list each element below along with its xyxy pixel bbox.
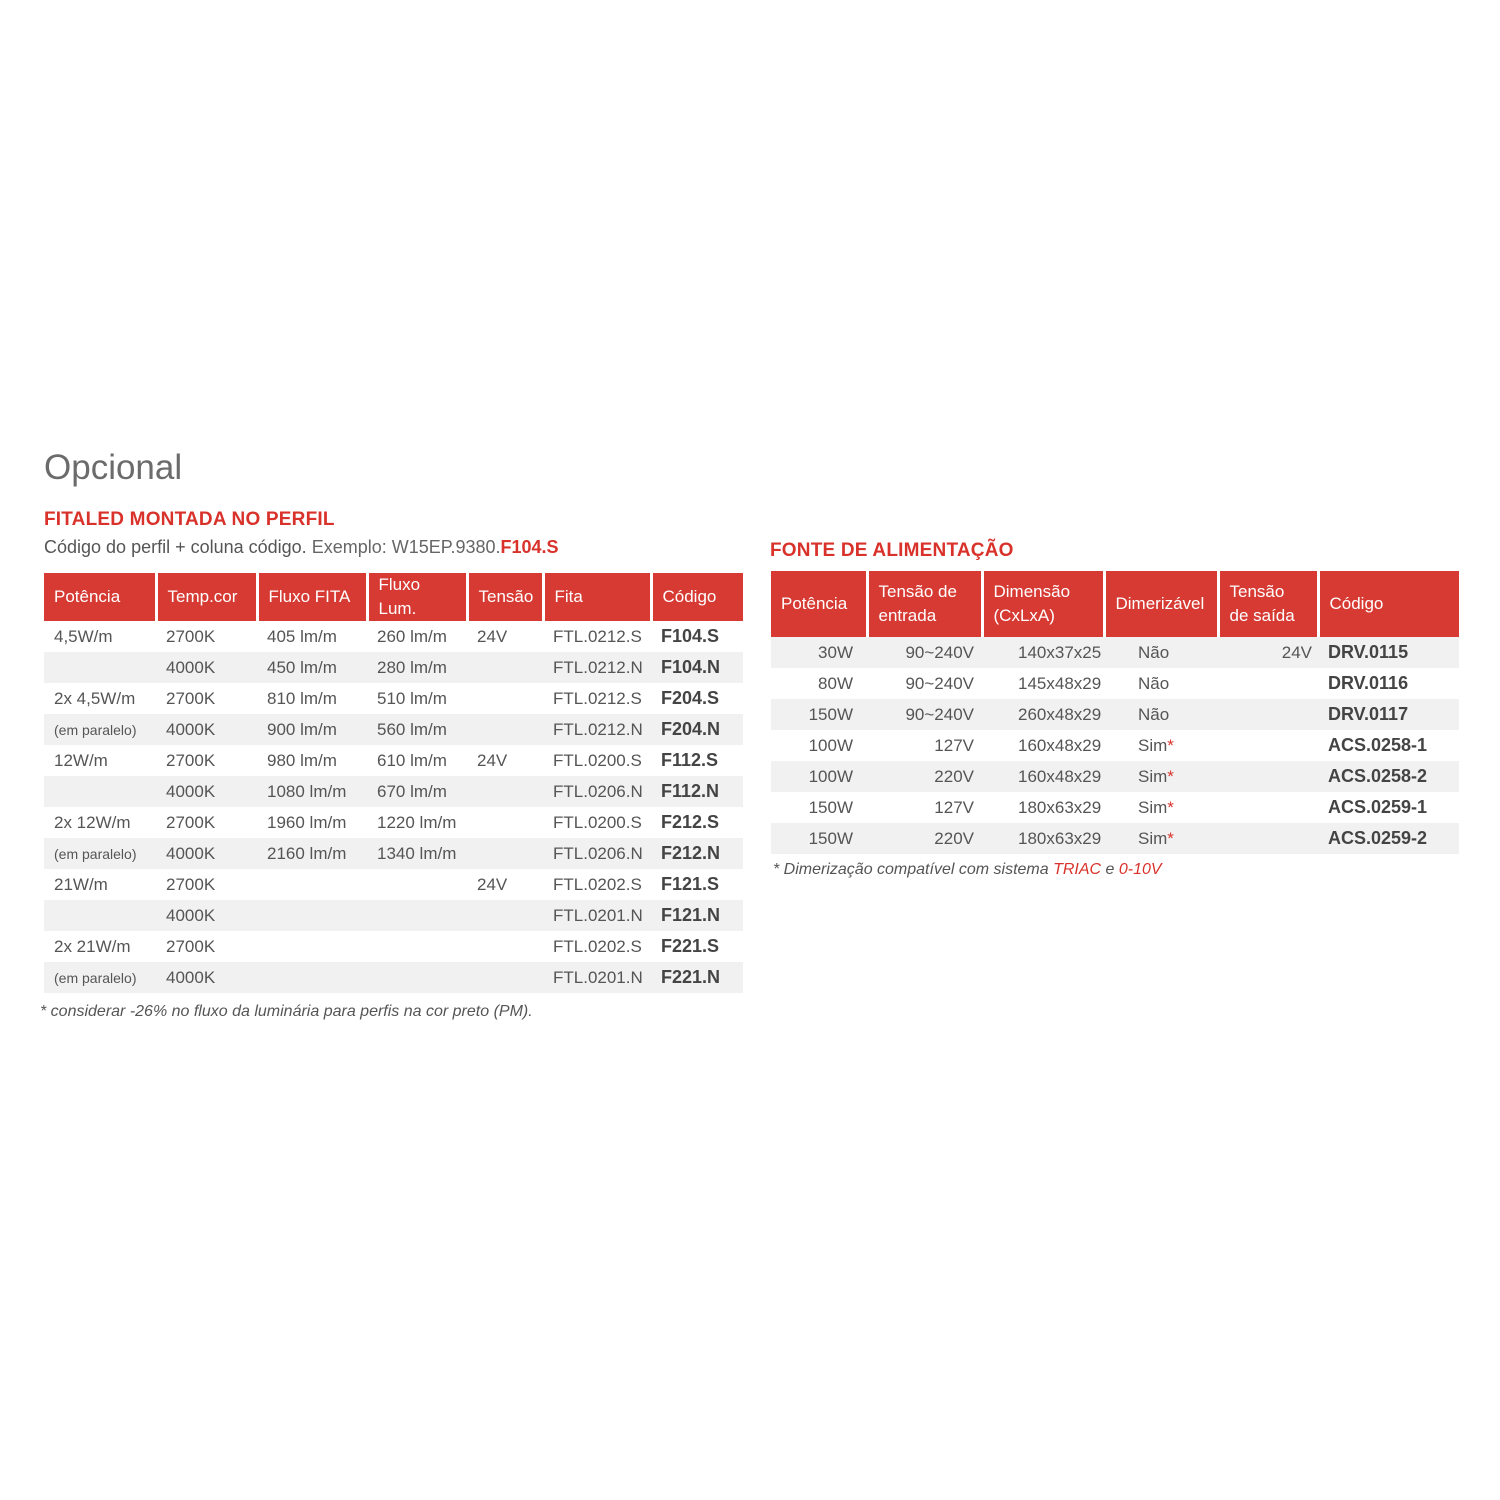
asterisk-mark: * bbox=[1167, 797, 1174, 817]
table-cell: ACS.0258-2 bbox=[1318, 761, 1459, 792]
table-cell: (em paralelo) bbox=[44, 962, 156, 993]
table-cell: 100W bbox=[808, 735, 853, 755]
table-cell bbox=[257, 962, 367, 993]
table-row bbox=[44, 683, 743, 714]
header-line: (CxLxA) bbox=[993, 606, 1055, 625]
header-line: Dimensão bbox=[993, 582, 1071, 601]
table-cell: 2160 lm/m bbox=[257, 838, 367, 869]
dimmable-value: Sim bbox=[1138, 735, 1168, 755]
fitaled-note: * considerar -26% no fluxo da luminária para perfis na cor preto (PM). bbox=[40, 1003, 533, 1020]
table-cell: Não bbox=[1138, 673, 1170, 693]
table-cell bbox=[367, 900, 467, 931]
table-cell: 4000K bbox=[156, 714, 257, 745]
table-cell: FTL.0212.N bbox=[543, 652, 651, 683]
table-cell bbox=[467, 714, 543, 745]
fitaled-section-title: FITALED MONTADA NO PERFIL bbox=[44, 509, 335, 530]
table-cell: 1960 lm/m bbox=[267, 812, 347, 832]
table-cell: FTL.0201.N bbox=[543, 962, 651, 993]
table-cell bbox=[367, 869, 467, 900]
table-cell bbox=[257, 931, 367, 962]
table-cell: 450 lm/m bbox=[257, 652, 367, 683]
table-cell: 24V bbox=[1218, 637, 1318, 668]
table-cell: ACS.0259-1 bbox=[1328, 797, 1428, 817]
table-cell: 127V bbox=[934, 797, 974, 817]
table-cell: FTL.0200.S bbox=[553, 750, 642, 770]
table-cell: 980 lm/m bbox=[267, 750, 337, 770]
table-cell bbox=[367, 962, 467, 993]
table-cell: 150W bbox=[771, 823, 867, 854]
table-cell: 4000K bbox=[156, 776, 257, 807]
table-row bbox=[771, 792, 1459, 823]
table-cell bbox=[1218, 792, 1318, 823]
table-row bbox=[44, 838, 743, 869]
table-row bbox=[771, 637, 1459, 668]
table-cell: 2700K bbox=[166, 688, 216, 708]
table-cell: 2x 21W/m bbox=[54, 936, 131, 956]
table-cell bbox=[467, 931, 543, 962]
table-cell: FTL.0206.N bbox=[543, 776, 651, 807]
table-cell: F104.S bbox=[661, 626, 720, 646]
table-cell: 4000K bbox=[156, 838, 257, 869]
table-cell: 145x48x29 bbox=[1018, 673, 1102, 693]
table-cell bbox=[467, 900, 543, 931]
table-cell: 2700K bbox=[166, 812, 216, 832]
fonte-note-prefix: * Dimerização compatível com sistema bbox=[773, 861, 1054, 878]
dimmable-value: Sim bbox=[1138, 828, 1168, 848]
table-cell: 4,5W/m bbox=[54, 626, 113, 646]
table-cell: (em paralelo) bbox=[44, 714, 156, 745]
table-cell: F212.S bbox=[661, 812, 720, 832]
table-cell: 260 lm/m bbox=[377, 626, 447, 646]
table-cell bbox=[257, 900, 367, 931]
fonte-note-triac: TRIAC bbox=[1053, 861, 1102, 878]
table-cell: F221.S bbox=[661, 936, 720, 956]
table-row bbox=[44, 900, 743, 931]
table-cell: F121.N bbox=[651, 900, 743, 931]
fitaled-col-header: Potência bbox=[44, 573, 156, 621]
dimmable-cell bbox=[1104, 792, 1218, 823]
table-cell: 90~240V bbox=[867, 637, 982, 668]
table-cell: 150W bbox=[771, 699, 867, 730]
table-row bbox=[771, 730, 1459, 761]
fitaled-col-header: Temp.cor bbox=[156, 573, 257, 621]
table-cell: 24V bbox=[477, 626, 508, 646]
fitaled-col-header: Fluxo FITA bbox=[257, 573, 367, 621]
table-cell: 510 lm/m bbox=[377, 688, 447, 708]
fonte-col-header bbox=[771, 571, 867, 637]
table-cell: 100W bbox=[771, 761, 867, 792]
table-cell: 2700K bbox=[166, 750, 216, 770]
fitaled-col-header: Código bbox=[651, 573, 743, 621]
fonte-col-header bbox=[867, 571, 982, 637]
table-cell: 220V bbox=[867, 823, 982, 854]
table-row bbox=[44, 621, 743, 652]
table-cell: 1340 lm/m bbox=[367, 838, 467, 869]
subtitle-code: F104.S bbox=[500, 537, 559, 557]
table-cell bbox=[367, 931, 467, 962]
header-line: Dimerizável bbox=[1115, 594, 1205, 613]
asterisk-mark: * bbox=[1167, 828, 1174, 848]
table-cell: 4000K bbox=[156, 652, 257, 683]
table-row bbox=[44, 931, 743, 962]
table-cell bbox=[467, 776, 543, 807]
table-cell: 180x63x29 bbox=[982, 823, 1104, 854]
fitaled-header-row bbox=[44, 573, 743, 621]
table-cell: 4000K bbox=[156, 900, 257, 931]
dimmable-cell bbox=[1104, 730, 1218, 761]
fonte-col-header bbox=[982, 571, 1104, 637]
table-cell: 2x 4,5W/m bbox=[54, 688, 136, 708]
table-cell: FTL.0202.S bbox=[553, 936, 642, 956]
table-cell: FTL.0212.N bbox=[543, 714, 651, 745]
table-cell: F121.S bbox=[661, 874, 720, 894]
table-cell: 90~240V bbox=[905, 673, 974, 693]
table-row bbox=[44, 745, 743, 776]
dimmable-value: Sim bbox=[1138, 766, 1168, 786]
table-row bbox=[44, 869, 743, 900]
table-cell: F112.N bbox=[651, 776, 743, 807]
table-cell: 160x48x29 bbox=[982, 761, 1104, 792]
table-cell: 24V bbox=[477, 874, 508, 894]
fitaled-col-header: Fita bbox=[543, 573, 651, 621]
table-cell: FTL.0200.S bbox=[553, 812, 642, 832]
table-row bbox=[771, 668, 1459, 699]
table-cell bbox=[1218, 761, 1318, 792]
fonte-col-header bbox=[1318, 571, 1459, 637]
table-cell bbox=[44, 900, 156, 931]
table-cell: 160x48x29 bbox=[1018, 735, 1102, 755]
table-cell: 80W bbox=[818, 673, 853, 693]
table-cell: 1080 lm/m bbox=[257, 776, 367, 807]
table-cell: 610 lm/m bbox=[377, 750, 447, 770]
table-cell: 280 lm/m bbox=[367, 652, 467, 683]
table-cell: 4000K bbox=[156, 962, 257, 993]
table-cell: 220V bbox=[867, 761, 982, 792]
fitaled-table bbox=[44, 573, 743, 993]
dimmable-cell bbox=[1104, 761, 1218, 792]
table-cell bbox=[467, 962, 543, 993]
table-cell: 140x37x25 bbox=[982, 637, 1104, 668]
fonte-note-010: 0-10V bbox=[1118, 861, 1162, 878]
table-cell: 2700K bbox=[166, 936, 216, 956]
table-cell: FTL.0212.S bbox=[553, 688, 642, 708]
subtitle-example: Exemplo: W15EP.9380. bbox=[311, 537, 501, 557]
table-cell: F212.N bbox=[651, 838, 743, 869]
table-row bbox=[771, 761, 1459, 792]
table-cell: F221.N bbox=[651, 962, 743, 993]
fitaled-col-header: Fluxo Lum. bbox=[367, 573, 467, 621]
header-line: entrada bbox=[878, 606, 937, 625]
table-cell: 900 lm/m bbox=[257, 714, 367, 745]
header-line: Potência bbox=[781, 594, 848, 613]
fonte-header-row bbox=[771, 571, 1459, 637]
table-cell: FTL.0202.S bbox=[553, 874, 642, 894]
fonte-section-title: FONTE DE ALIMENTAÇÃO bbox=[770, 540, 1014, 561]
table-cell: 260x48x29 bbox=[982, 699, 1104, 730]
table-row bbox=[44, 962, 743, 993]
table-cell: ACS.0258-1 bbox=[1328, 735, 1428, 755]
table-cell: F204.S bbox=[661, 688, 720, 708]
table-cell: 2700K bbox=[166, 626, 216, 646]
fitaled-col-header: Tensão bbox=[467, 573, 543, 621]
table-cell: 1220 lm/m bbox=[377, 812, 457, 832]
table-cell: 405 lm/m bbox=[267, 626, 337, 646]
table-cell: 21W/m bbox=[54, 874, 108, 894]
table-cell: FTL.0206.N bbox=[543, 838, 651, 869]
table-cell: 127V bbox=[934, 735, 974, 755]
fonte-table bbox=[771, 571, 1459, 854]
table-cell bbox=[467, 807, 543, 838]
table-cell: DRV.0115 bbox=[1318, 637, 1459, 668]
table-cell: F104.N bbox=[651, 652, 743, 683]
table-cell bbox=[467, 652, 543, 683]
table-cell: F204.N bbox=[651, 714, 743, 745]
header-line: Tensão de bbox=[878, 582, 957, 601]
table-cell: 810 lm/m bbox=[267, 688, 337, 708]
table-cell: 24V bbox=[477, 750, 508, 770]
asterisk-mark: * bbox=[1167, 735, 1174, 755]
table-row bbox=[44, 714, 743, 745]
table-cell bbox=[1218, 699, 1318, 730]
table-cell bbox=[44, 652, 156, 683]
table-cell: 30W bbox=[771, 637, 867, 668]
fonte-col-header bbox=[1104, 571, 1218, 637]
subtitle-main: Código do perfil + coluna código. bbox=[44, 537, 307, 557]
dimmable-cell bbox=[1104, 823, 1218, 854]
header-line: de saída bbox=[1229, 606, 1295, 625]
table-cell: 2x 12W/m bbox=[54, 812, 131, 832]
table-cell bbox=[1218, 668, 1318, 699]
fonte-note-and: e bbox=[1101, 861, 1119, 878]
table-cell: Não bbox=[1104, 637, 1218, 668]
table-cell: 180x63x29 bbox=[1018, 797, 1102, 817]
table-cell bbox=[467, 838, 543, 869]
table-row bbox=[771, 823, 1459, 854]
page-title: Opcional bbox=[44, 448, 183, 487]
table-cell bbox=[44, 776, 156, 807]
table-cell: FTL.0201.N bbox=[543, 900, 651, 931]
table-cell: 12W/m bbox=[54, 750, 108, 770]
table-row bbox=[44, 652, 743, 683]
table-cell: Não bbox=[1104, 699, 1218, 730]
table-cell: (em paralelo) bbox=[44, 838, 156, 869]
table-cell: DRV.0116 bbox=[1328, 673, 1409, 693]
table-row bbox=[44, 776, 743, 807]
table-cell bbox=[1218, 730, 1318, 761]
table-cell: ACS.0259-2 bbox=[1318, 823, 1459, 854]
table-cell: F112.S bbox=[661, 750, 719, 770]
table-cell: DRV.0117 bbox=[1318, 699, 1459, 730]
table-row bbox=[44, 807, 743, 838]
table-cell: 2700K bbox=[166, 874, 216, 894]
dimmable-value: Sim bbox=[1138, 797, 1168, 817]
header-line: Tensão bbox=[1229, 582, 1285, 601]
table-cell: 150W bbox=[808, 797, 853, 817]
table-cell: 670 lm/m bbox=[367, 776, 467, 807]
table-row bbox=[771, 699, 1459, 730]
fonte-note bbox=[773, 861, 1162, 879]
table-cell bbox=[257, 869, 367, 900]
table-cell bbox=[1218, 823, 1318, 854]
fitaled-subtitle bbox=[44, 537, 559, 558]
table-cell: 560 lm/m bbox=[367, 714, 467, 745]
fonte-col-header bbox=[1218, 571, 1318, 637]
table-cell: FTL.0212.S bbox=[553, 626, 642, 646]
table-cell: 90~240V bbox=[867, 699, 982, 730]
asterisk-mark: * bbox=[1167, 766, 1174, 786]
header-line: Código bbox=[1329, 594, 1384, 613]
table-cell bbox=[467, 683, 543, 714]
